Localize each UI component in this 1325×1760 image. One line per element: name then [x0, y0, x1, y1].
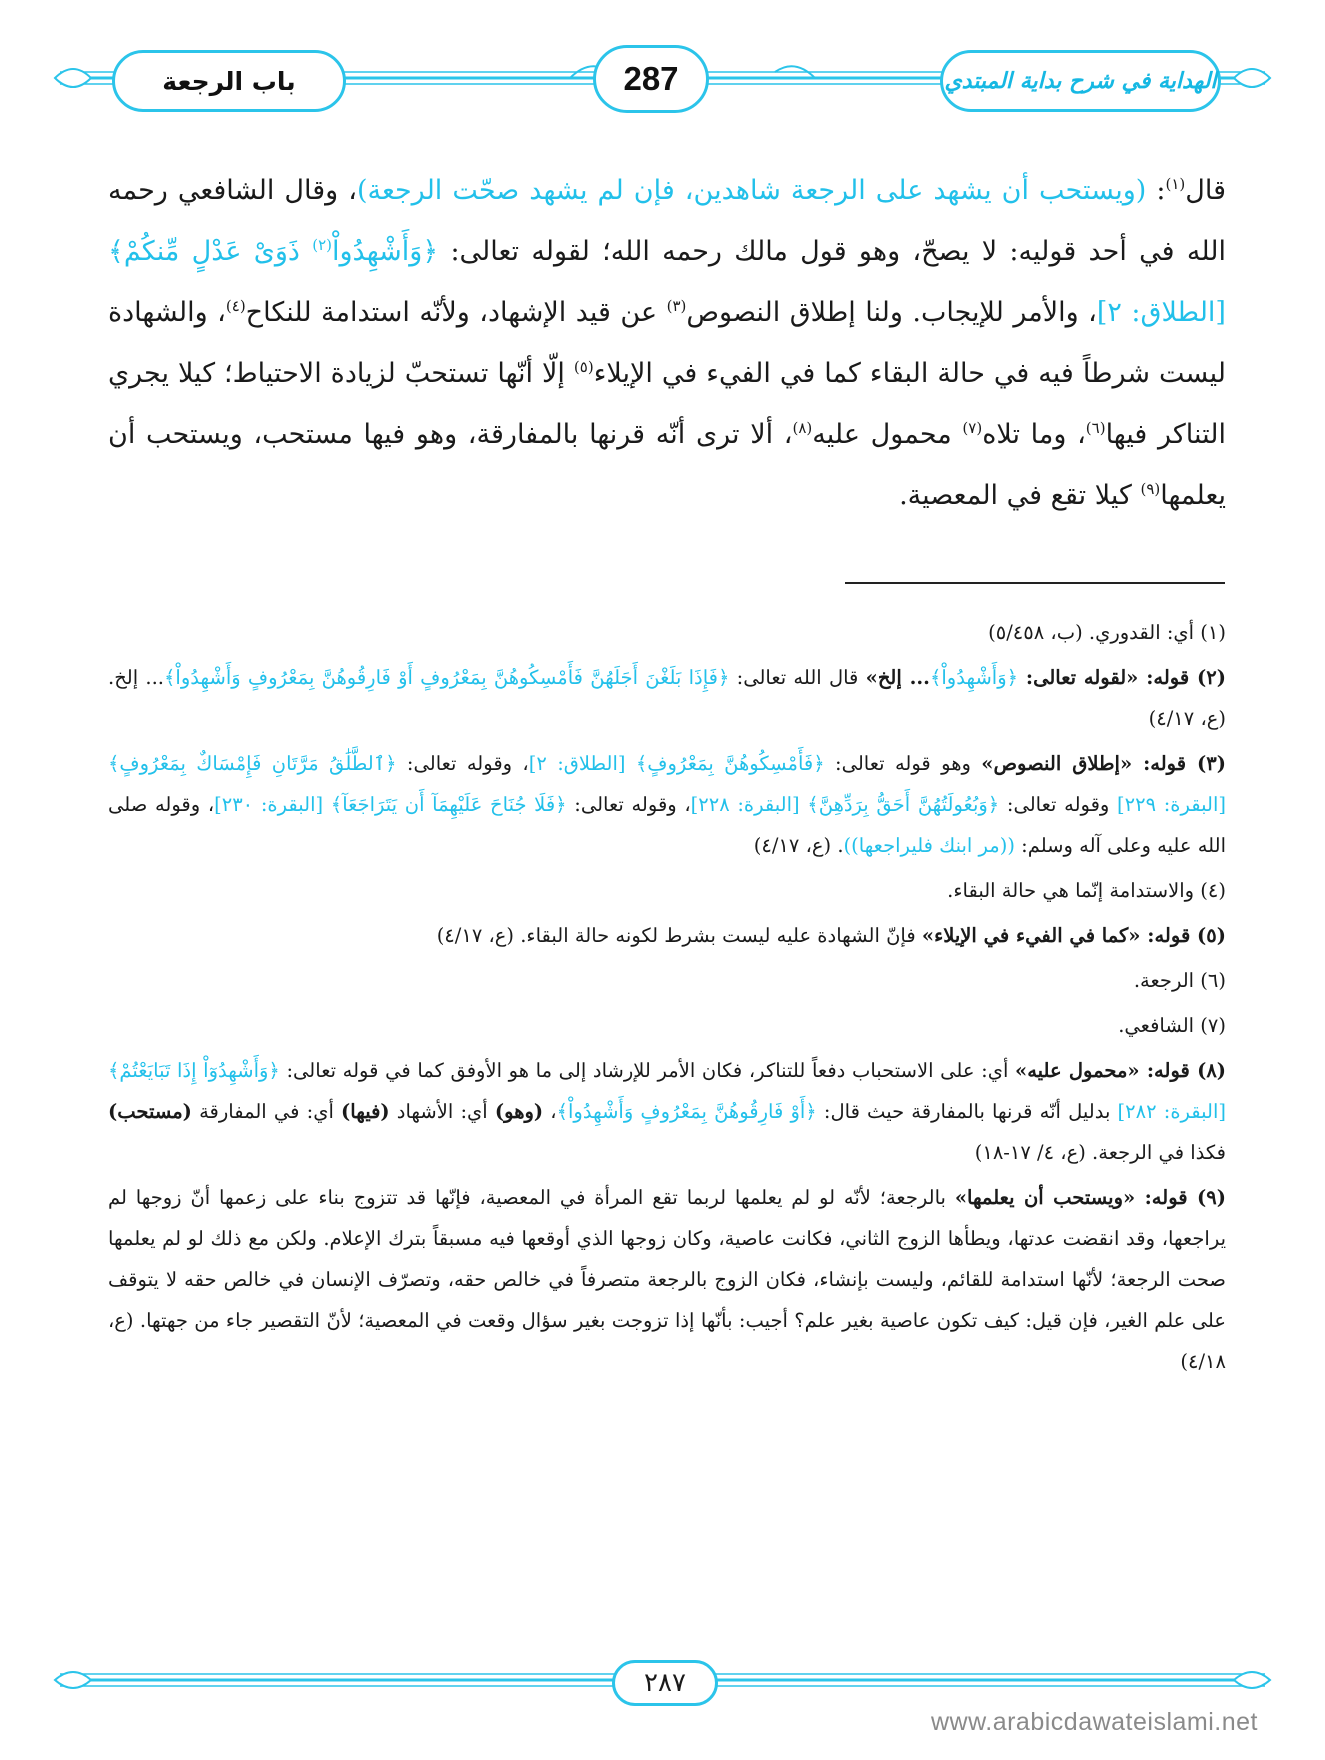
footnote-text: ، وقوله تعالى:: [566, 793, 691, 816]
footnote-text: ، وقوله تعالى:: [396, 752, 529, 775]
footnote-text: (٦) الرجعة.: [1133, 969, 1226, 992]
footer-page-number-text: ٢٨٧: [644, 1668, 686, 1698]
footnote-text: ،: [543, 1100, 557, 1123]
footnote-text: قال الله تعالى:: [729, 666, 866, 689]
footnote-text: . (ع، ٤/١٧): [753, 834, 844, 857]
main-text-span: كيلا تقع في المعصية.: [899, 480, 1141, 511]
matn-quote: (ويستحب أن يشهد على الرجعة شاهدين، فإن لم يشهد صحّت الرجعة): [356, 175, 1147, 206]
main-text-span: ، وما تلاه: [982, 419, 1086, 450]
quran-verse: ﴿فَلَا جُنَاحَ عَلَيْهِمَآ أَن يَتَرَاجَعَآ﴾ [البقرة: ٢٣٠]: [214, 793, 567, 816]
footnote-ref-8: (٨): [792, 419, 813, 437]
footnote-key: (مستحب): [108, 1100, 192, 1123]
quran-verse: ﴿وَأَشْهِدُوٓاْ إِذَا تَبَايَعْتُمْ﴾ [البقرة: ٢٨٢]: [108, 1059, 1227, 1123]
main-text-span: ، ألا ترى أنّه قرنها بالمفارقة، وهو فيها مستحب، ويستحب أن يعلمها: [108, 419, 1226, 511]
main-text-span: قال: [1185, 175, 1226, 206]
book-title: [940, 50, 1221, 112]
website-url: www.arabicdawateislami.net: [930, 1708, 1258, 1736]
quran-verse: ﴿فَأَمْسِكُوهُنَّ بِمَعْرُوفٍ﴾ [الطلاق: ٢]: [528, 752, 825, 775]
footnote-ref-1: (١): [1165, 175, 1186, 193]
footnote-text: وقوله تعالى:: [999, 793, 1118, 816]
footnote-7: [108, 1005, 1226, 1046]
footnote-key: ... إلخ»: [865, 666, 930, 689]
footnote-number: (٨): [1189, 1059, 1227, 1082]
footnote-text: (٤) والاستدامة إنّما هي حالة البقاء.: [947, 879, 1226, 902]
main-text-span: ، وقال الشافعي رحمه الله في أحد قوليه: لا يصحّ، وهو قول مالك رحمه الله؛ لقوله تعالى:: [108, 175, 1226, 267]
footnote-text: أي: على الاستحباب دفعاً للتناكر، فكان الأمر للإرشاد إلى ما هو الأوفق كما في قوله تعالى:: [279, 1059, 1016, 1082]
footnote-text: وهو قوله تعالى:: [824, 752, 982, 775]
footnote-key: قوله: «ويستحب أن يعلمها»: [954, 1186, 1188, 1209]
main-text-span: عن قيد الإشهاد، ولأنّه استدامة للنكاح: [245, 297, 667, 328]
footnote-text: بالرجعة؛ لأنّه لو لم يعلمها لربما تقع المرأة في المعصية، فإنّها قد تتزوج بناء على زعمها أنّ زوجها لم يراجعها، وقد انقضت عدتها، ويطأها الزوج الثاني، فكانت عاصية، وكان زوجها الذي أوقعها فيه مسبقاً بترك الإعلام. ولكن مع ذلك لو لم يعلمها صحت الرجعة؛ لأنّها استدامة للقائم، وليست بإنشاء، فكان الزوج بالرجعة متصرفاً في خالص حقه، وتصرّف الإنسان في خالص حقه لا يتوقف على علم الغير، فإن قيل: كيف تكون عاصية بغير علم؟ أجيب: بأنّها إذا تزوجت بغير سؤال وقعت في المعصية؛ لأنّ التقصير جاء من جهتها. (ع، ٤/١٨): [108, 1186, 1226, 1373]
footnote-number: (٣): [1186, 752, 1226, 775]
main-text-span: :: [1146, 175, 1166, 206]
footnote-number: (٥): [1190, 924, 1226, 947]
footnote-ref-2: (٢): [312, 236, 333, 254]
chapter-title-text: باب الرجعة: [162, 66, 296, 96]
footnotes: [108, 612, 1226, 1386]
footnote-ref-6: (٦): [1085, 419, 1106, 437]
footnote-text: بدليل أنّه قرنها بالمفارقة حيث قال:: [816, 1100, 1118, 1123]
main-text-span: محمول عليه: [812, 419, 963, 450]
footnote-text: ... إلخ. (ع، ٤/١٧): [108, 666, 1226, 730]
footnote-5: [108, 915, 1226, 956]
footnote-key: (فيها): [341, 1100, 390, 1123]
quran-verse: ذَوَىْ عَدْلٍ مِّنكُمْ﴾: [108, 236, 313, 267]
footnote-ref-7: (٧): [962, 419, 983, 437]
main-text-span: ، والأمر للإيجاب. ولنا إطلاق النصوص: [686, 297, 1097, 328]
footnote-number: (٩): [1187, 1186, 1226, 1209]
footnote-6: [108, 960, 1226, 1001]
footnote-8: [108, 1050, 1226, 1173]
footnote-text: (٧) الشافعي.: [1118, 1014, 1226, 1037]
footnote-ref-5: (٥): [573, 358, 594, 376]
page-number-badge: [593, 45, 709, 113]
footnote-3: [108, 743, 1226, 866]
main-text-span: ، والشهادة ليست شرطاً فيه في حالة البقاء كما في الفيء في الإيلاء: [108, 297, 1226, 389]
footnote-key: قوله: «محمول عليه»: [1015, 1059, 1190, 1082]
footnote-key: (وهو): [494, 1100, 544, 1123]
verse-reference: [الطلاق: ٢]: [1096, 297, 1226, 328]
footnote-9: [108, 1177, 1226, 1382]
page-number-text: 287: [623, 60, 679, 97]
quran-verse: ﴿فَإِذَا بَلَغْنَ أَجَلَهُنَّ فَأَمْسِكُوهُنَّ بِمَعْرُوفٍ أَوْ فَارِقُوهُنَّ بِمَعْرُوفٍ وَأَشْهِدُواْ﴾: [164, 666, 730, 689]
hadith-quote: ((مر ابنك فليراجعها)): [843, 834, 1015, 857]
footnote-text: ، وقوله صلى الله عليه وعلى آله وسلم:: [108, 793, 1226, 857]
footnote-ref-3: (٣): [666, 297, 687, 315]
footnote-2: [108, 657, 1226, 739]
footnote-text: (١) أي: القدوري. (ب، ٥/٤٥٨): [988, 621, 1226, 644]
footnote-ref-4: (٤): [225, 297, 246, 315]
book-title-text: الهداية في شرح بداية المبتدي: [944, 68, 1217, 94]
footnote-4: [108, 870, 1226, 911]
footnote-key: قوله: «كما في الفيء في الإيلاء»: [921, 924, 1191, 947]
quran-verse: ﴿أَوْ فَارِقُوهُنَّ بِمَعْرُوفٍ وَأَشْهِدُواْ﴾: [556, 1100, 817, 1123]
quran-verse: ﴿وَبُعُولَتُهُنَّ أَحَقُّ بِرَدِّهِنَّ﴾ [البقرة: ٢٢٨]: [690, 793, 1000, 816]
footnote-separator: [845, 582, 1225, 584]
chapter-title: [112, 50, 346, 112]
footnote-text: أي: الأشهاد: [389, 1100, 495, 1123]
footnote-1: [108, 612, 1226, 653]
footnote-text: أي: في المفارقة: [191, 1100, 342, 1123]
footnote-key: قوله: «لقوله تعالى:: [1018, 666, 1190, 689]
main-text: [108, 160, 1226, 526]
footnote-text: فكذا في الرجعة. (ع، ٤/ ١٧-١٨): [974, 1141, 1226, 1164]
footnote-number: (٢): [1189, 666, 1226, 689]
quran-verse: ﴿ٱلطَّلَٰقُ مَرَّتَانِ فَإِمْسَاكٌ بِمَعْرُوفٍ﴾ [البقرة: ٢٢٩]: [108, 752, 1227, 816]
footnote-key: قوله: «إطلاق النصوص»: [981, 752, 1187, 775]
quran-verse: ﴿وَأَشْهِدُواْ﴾: [929, 666, 1019, 689]
footnote-ref-9: (٩): [1140, 480, 1161, 498]
footnote-text: فإنّ الشهادة عليه ليست بشرط لكونه حالة البقاء. (ع، ٤/١٧): [436, 924, 922, 947]
quran-verse: ﴿وَأَشْهِدُواْ: [332, 236, 439, 267]
main-text-span: إلّا أنّها تستحبّ لزيادة الاحتياط؛ كيلا يجري التناكر فيها: [108, 358, 1226, 450]
footer-page-number: [612, 1660, 718, 1706]
